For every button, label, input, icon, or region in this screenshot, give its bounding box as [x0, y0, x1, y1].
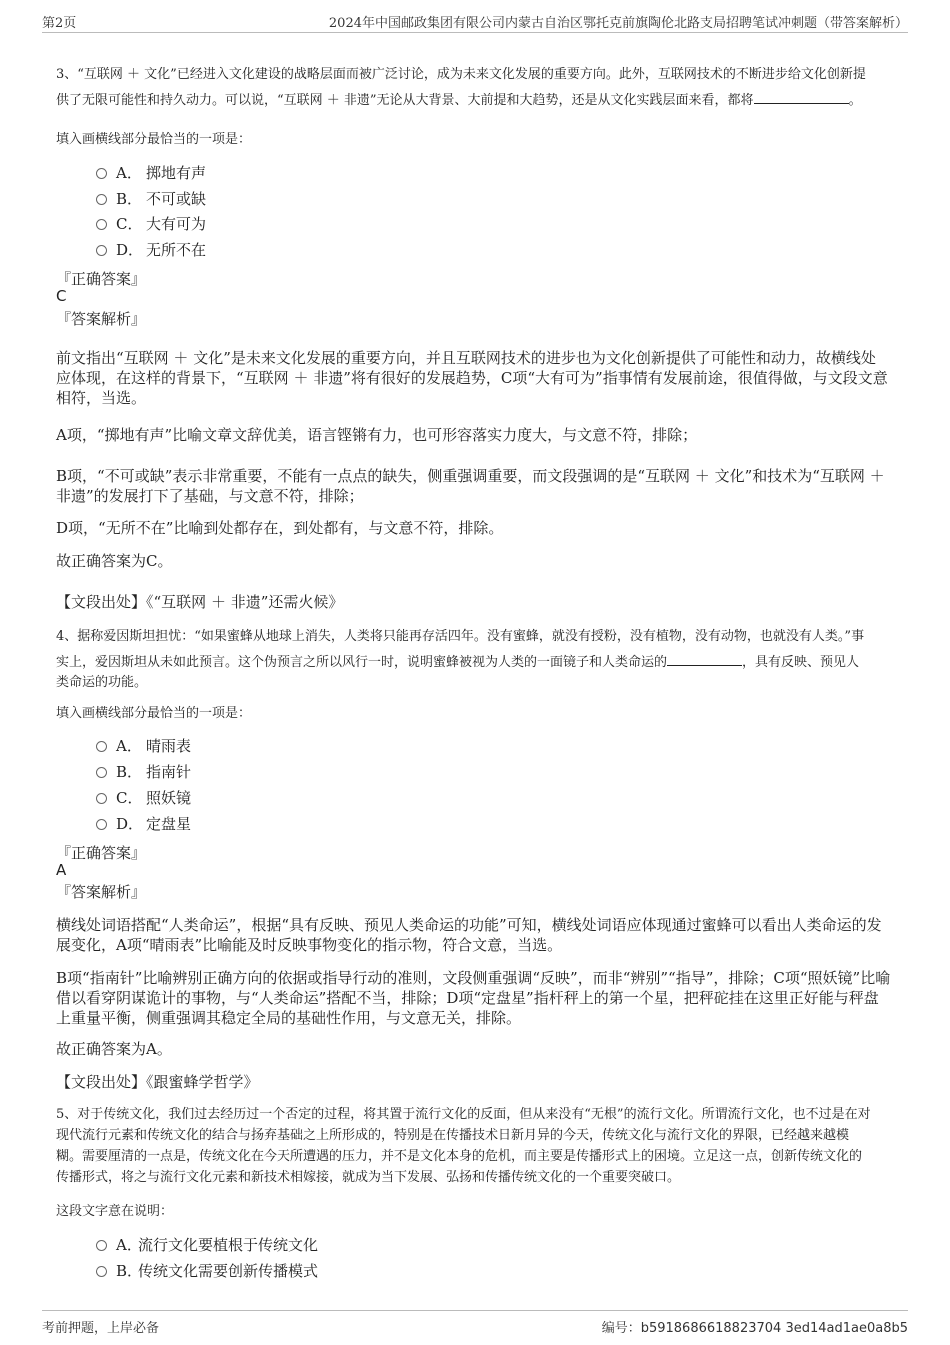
answer-label: 『正确答案』	[56, 270, 147, 288]
option-a[interactable]: A． 晴雨表	[96, 736, 191, 756]
answer-value: A	[56, 861, 67, 879]
answer-label: 『正确答案』	[56, 844, 147, 862]
analysis-paragraph: B项，“不可或缺”表示非常重要，不能有一点点的缺失，侧重强调重要，而文段强调的是“互联网 ＋ 文化”和技术为“互联网 ＋ 非遗”的发展打下了基础，与文意不符，排除；	[56, 467, 885, 505]
option-b[interactable]: B．传统文化需要创新传播模式	[96, 1261, 318, 1281]
option-b[interactable]: B． 指南针	[96, 762, 191, 782]
radio-icon[interactable]	[96, 1240, 107, 1251]
source-citation: 【文段出处】《跟蜜蜂学哲学》	[56, 1073, 259, 1091]
analysis-conclusion: 故正确答案为A。	[56, 1040, 172, 1058]
question-5-prompt: 这段文字意在说明：	[56, 1204, 174, 1219]
analysis-paragraph: A项，“掷地有声”比喻文章文辞优美，语言铿锵有力，也可形容落实力度大，与文意不符，排除；	[56, 426, 698, 444]
analysis-conclusion: 故正确答案为C。	[56, 552, 173, 570]
analysis-paragraph: 前文指出“互联网 ＋ 文化”是未来文化发展的重要方向，并且互联网技术的进步也为文化创新提供了可能性和动力，故横线处 应体现，在这样的背景下，“互联网 ＋ 非遗”将有很好的发展趋势，C项“大有可为”指事情有发展前途，很值得做，与文段文意 相符，当选。	[56, 349, 888, 407]
option-c[interactable]: C． 大有可为	[96, 214, 206, 234]
analysis-paragraph: D项，“无所不在”比喻到处都存在，到处都有，与文意不符，排除。	[56, 519, 504, 537]
question-4-stem: 4、据称爱因斯坦担忧：“如果蜜蜂从地球上消失，人类将只能再存活四年。没有蜜蜂，就没有授粉，没有植物，没有动物，也就没有人类。”事 实上，爱因斯坦从未如此预言。这个伪预言之所以风行一时，说明蜜蜂被视为人类的一面镜子和人类命运的 ，具有反映、预见人 类命运的功能。	[56, 629, 865, 690]
option-d[interactable]: D． 无所不在	[96, 240, 206, 260]
document-title: 2024年中国邮政集团有限公司内蒙古自治区鄂托克前旗陶伦北路支局招聘笔试冲刺题（带答案解析）	[328, 16, 908, 31]
source-citation: 【文段出处】《“互联网 ＋ 非遗”还需火候》	[56, 593, 344, 611]
radio-icon[interactable]	[96, 219, 107, 230]
option-d[interactable]: D． 定盘星	[96, 814, 191, 834]
page-footer	[42, 1310, 908, 1339]
analysis-paragraph: 横线处词语搭配“人类命运”，根据“具有反映、预见人类命运的功能”可知，横线处词语应体现通过蜜蜂可以看出人类命运的发 展变化，A项“晴雨表”比喻能及时反映事物变化的指示物，符合文意，当选。	[56, 916, 882, 954]
analysis-label: 『答案解析』	[56, 310, 147, 328]
radio-icon[interactable]	[96, 793, 107, 804]
radio-icon[interactable]	[96, 767, 107, 778]
option-a[interactable]: A． 掷地有声	[96, 163, 206, 183]
answer-blank	[667, 651, 742, 666]
radio-icon[interactable]	[96, 168, 107, 179]
analysis-paragraph: B项“指南针”比喻辨别正确方向的依据或指导行动的准则，文段侧重强调“反映”，而非“辨别”“指导”，排除；C项“照妖镜”比喻 借以看穿阴谋诡计的事物，与“人类命运”搭配不当，排除；D项“定盘星”指杆秤上的第一个星，把秤砣挂在这里正好能与秤盘 上重量平衡，侧重强调其稳定全局的基础性作用，与文意无关，排除。	[56, 969, 891, 1027]
answer-value: C	[56, 287, 67, 305]
radio-icon[interactable]	[96, 1266, 107, 1277]
radio-icon[interactable]	[96, 741, 107, 752]
document-code: 编号：b5918686618823704 3ed14ad1ae0a8b5	[601, 1321, 908, 1336]
radio-icon[interactable]	[96, 245, 107, 256]
question-5-stem: 5、对于传统文化，我们过去经历过一个否定的过程，将其置于流行文化的反面，但从来没有“无根”的流行文化。所谓流行文化，也不过是在对 现代流行元素和传统文化的结合与扬弃基础之上所形成的，特别是在传播技术日新月异的今天，传统文化与流行文化的界限，已经越来越模 糊。需要厘清的一点是，传统文化在今天所遭遇的压力，并不是文化本身的危机，而主要是传播形式上的困境。立足这一点，创新传统文化的 传播形式，将之与流行文化元素和新技术相嫁接，就成为当下发展、弘扬和传播传统文化的一个重要突破口。	[56, 1107, 871, 1185]
question-3-stem: 3、“互联网 ＋ 文化”已经进入文化建设的战略层面而被广泛讨论，成为未来文化发展的重要方向。此外，互联网技术的不断进步给文化创新提 供了无限可能性和持久动力。可以说，“互联网 ＋ 非遗”无论从大背景、大前提和大趋势，还是从文化实践层面来看，都将 。	[56, 67, 866, 108]
footer-slogan: 考前押题，上岸必备	[42, 1321, 160, 1336]
page-header	[42, 8, 908, 33]
analysis-label: 『答案解析』	[56, 883, 147, 901]
question-4-prompt: 填入画横线部分最恰当的一项是：	[56, 706, 252, 721]
question-3-prompt: 填入画横线部分最恰当的一项是：	[56, 132, 252, 147]
radio-icon[interactable]	[96, 194, 107, 205]
radio-icon[interactable]	[96, 819, 107, 830]
option-a[interactable]: A．流行文化要植根于传统文化	[96, 1235, 318, 1255]
page-number: 第2页	[42, 16, 77, 31]
answer-blank	[754, 89, 849, 104]
option-b[interactable]: B． 不可或缺	[96, 189, 206, 209]
option-c[interactable]: C． 照妖镜	[96, 788, 191, 808]
